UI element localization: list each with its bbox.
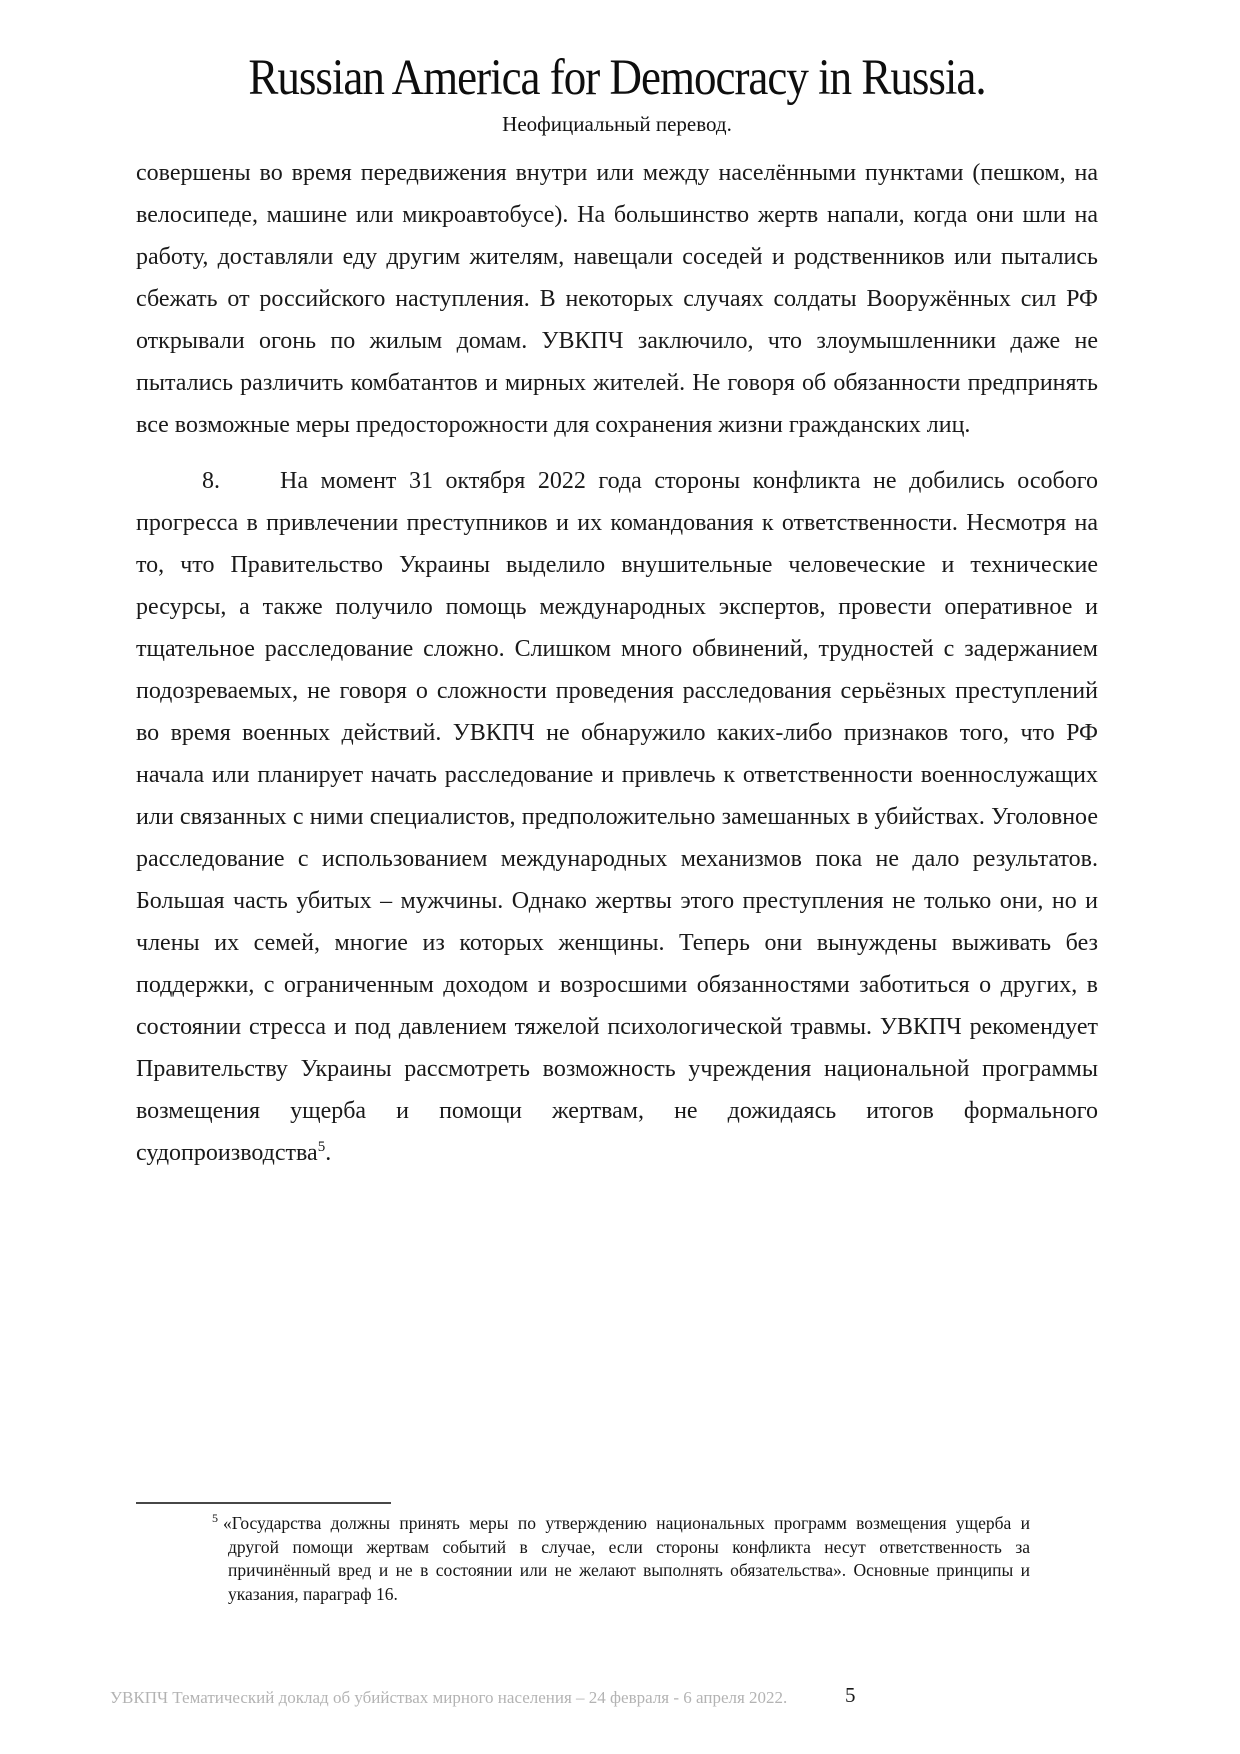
paragraph-8-number: 8. [202,468,220,494]
footnote-5 [212,1511,1030,1606]
paragraph-continuation: совершены во время передвижения внутри или между населёнными пунктами (пешком, на велосипеде, машине или микроавтобусе). На большинство жертв напали, когда они шли на работу, доставляли еду другим жителям, навещали соседей и родственников или пытались сбежать от российского наступления. В некоторых случаях солдаты Вооружённых сил РФ открывали огонь по жилым домам. УВКПЧ заключило, что злоумышленники даже не пытались различить комбатантов и мирных жителей. Не говоря об обязанности предпринять все возможные меры предосторожности для сохранения жизни гражданских лиц. [136,160,1098,438]
footnote-separator-rule [136,1502,391,1504]
page-footer-text: УВКПЧ Тематический доклад об убийствах мирного населения – 24 февраля - 6 апреля 2022. [110,1688,788,1707]
footnote-reference-5: 5 [317,1139,326,1155]
paragraph-8-text: На момент 31 октября 2022 года стороны конфликта не добились особого прогресса в привлечении преступников и их командования к ответственности. Несмотря на то, что Правительство Украины выделило внушительные человеческие и технические ресурсы, а также получило помощь международных экспертов, провести оперативное и тщательное расследование сложно. Слишком много обвинений, трудностей с задержанием подозреваемых, не говоря о сложности проведения расследования серьёзных преступлений во время военных действий. УВКПЧ не обнаружило каких-либо признаков того, что РФ начала или планирует начать расследование и привлечь к ответственности военнослужащих или связанных с ними специалистов, предположительно замешанных в убийствах. Уголовное расследование с использованием международных механизмов пока не дало результатов. Большая часть убитых – мужчины. Однако жертвы этого преступления не только они, но и члены их семей, многие из которых женщины. Теперь они вынуждены выживать без поддержки, с ограниченным доходом и возросшими обязанностями заботиться о других, в состоянии стресса и под давлением тяжелой психологической травмы. УВКПЧ рекомендует Правительству Украины рассмотреть возможность учреждения национальной программы возмещения ущерба и помощи жертвам, не дожидаясь итогов формального судопроизводства [136,468,1098,1166]
page-number: 5 [845,1683,856,1707]
paragraph-8-final-period: . [325,1140,332,1166]
footnote-5-text: «Государства должны принять меры по утверждению национальных программ возмещения ущерба и другой помощи жертвам событий в случае, если стороны конфликта несут ответственность за причинённый вред и не в состоянии или не желают выполнять обязательства». Основные принципы и указания, параграф 16. [223,1513,1030,1604]
document-title: Russian America for Democracy in Russia. [248,49,986,106]
document-body [136,152,1098,1174]
document-subtitle: Неофициальный перевод. [502,112,732,136]
document-header [136,48,1098,137]
paragraph-8 [136,460,1098,1174]
footnote-5-marker: 5 [212,1511,218,1526]
